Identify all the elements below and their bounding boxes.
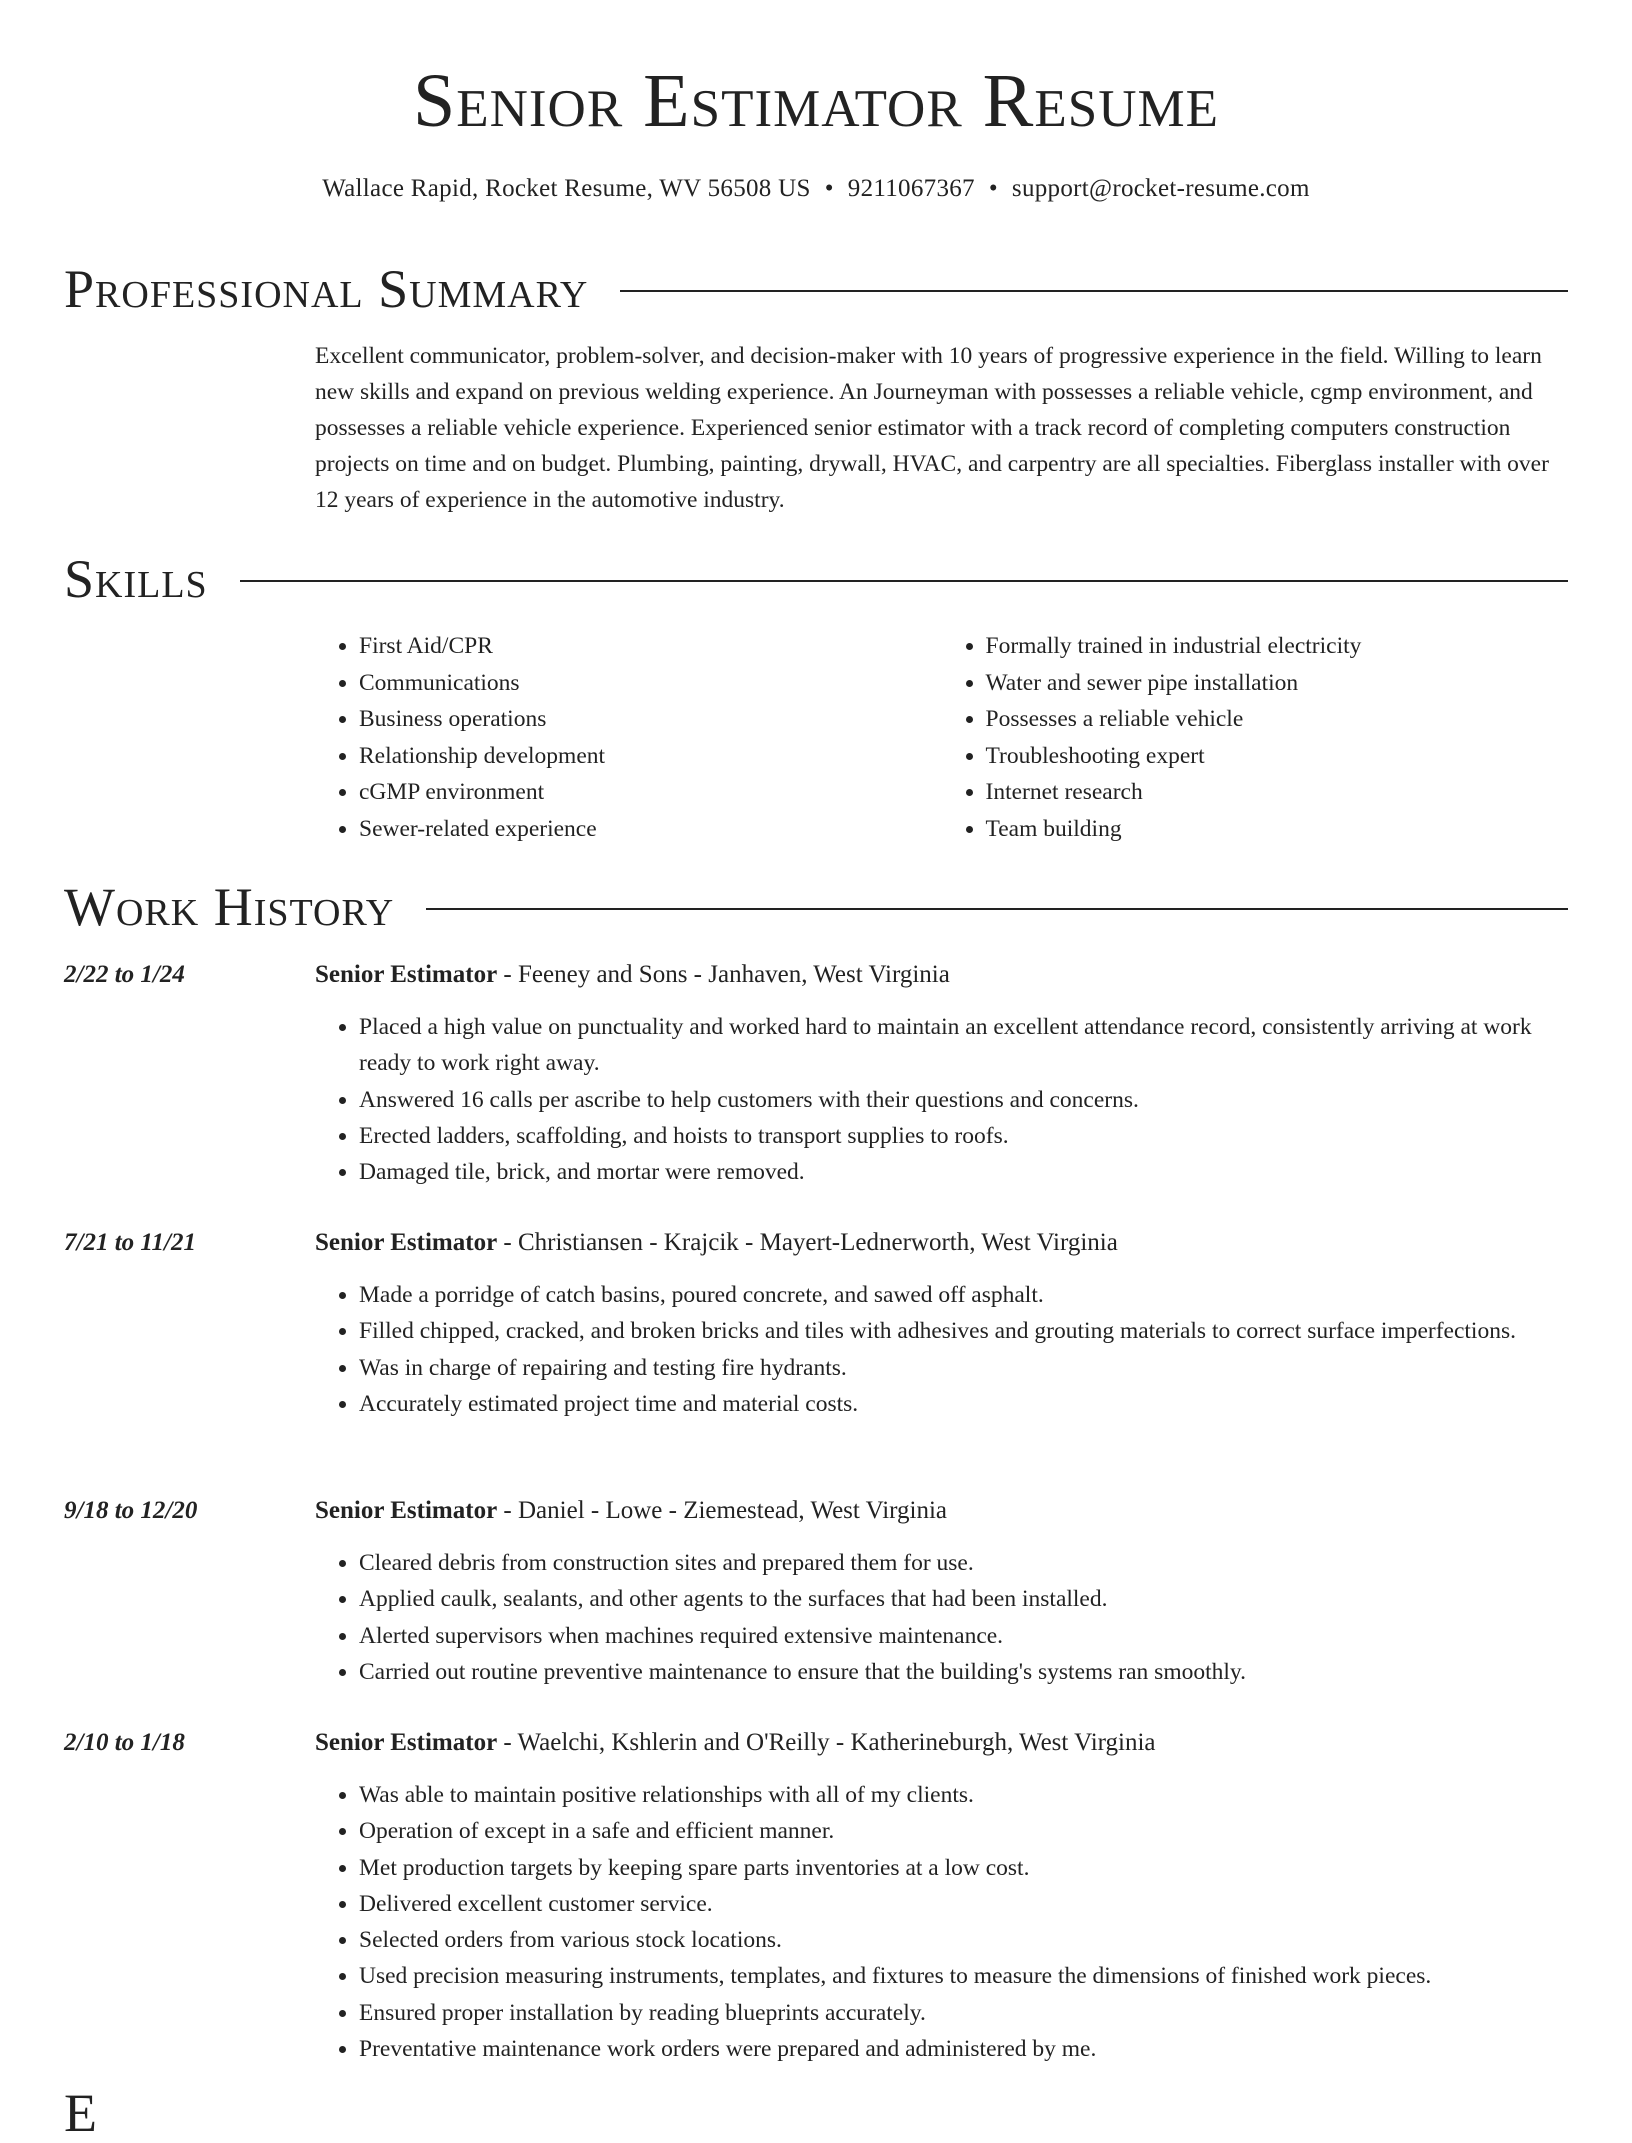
job-header xyxy=(315,1225,1568,1261)
job-entry xyxy=(64,957,1568,1190)
job-title: Senior Estimator xyxy=(315,1729,498,1756)
skills-heading xyxy=(64,549,1568,609)
job-bullet: • Preventative maintenance work orders were prepared and administered by me. xyxy=(359,2031,1568,2067)
skill-item: • Communications xyxy=(359,665,942,702)
skill-item: • First Aid/CPR xyxy=(359,628,942,665)
work-history-heading-text: Work History xyxy=(64,877,395,937)
work-history-rule xyxy=(426,908,1568,910)
job-bullet: • Carried out routine preventive maintenance to ensure that the building's systems ran smoothly. xyxy=(359,1654,1568,1690)
skills-heading-text: Skills xyxy=(64,549,208,609)
job-bullet: • Made a porridge of catch basins, poured concrete, and sawed off asphalt. xyxy=(359,1277,1568,1313)
work-history-heading xyxy=(64,877,1568,937)
job-bullet: • Was able to maintain positive relationships with all of my clients. xyxy=(359,1777,1568,1813)
summary-rule xyxy=(620,290,1568,292)
summary-section xyxy=(315,338,1568,518)
job-company: - Waelchi, Kshlerin and O'Reilly - Katherineburgh, West Virginia xyxy=(497,1729,1156,1756)
skill-item: • Relationship development xyxy=(359,738,942,775)
skill-item: • Business operations xyxy=(359,701,942,738)
job-bullet: • Erected ladders, scaffolding, and hoists to transport supplies to roofs. xyxy=(359,1118,1568,1154)
skill-item: • Internet research xyxy=(986,774,1569,811)
skill-item: • Possesses a reliable vehicle xyxy=(986,701,1569,738)
job-header xyxy=(315,1725,1568,1761)
job-bullet: • Answered 16 calls per ascribe to help customers with their questions and concerns. xyxy=(359,1082,1568,1118)
next-section-heading-partial: E xyxy=(64,2083,98,2143)
skills-section xyxy=(315,628,1568,847)
job-bullets xyxy=(315,1009,1568,1190)
job-entry xyxy=(64,1493,1568,1690)
skill-item: • Formally trained in industrial electricity xyxy=(986,628,1569,665)
contact-separator: • xyxy=(824,175,834,202)
skill-item: • cGMP environment xyxy=(359,774,942,811)
job-entry xyxy=(64,1725,1568,2067)
skill-item: • Sewer-related experience xyxy=(359,811,942,848)
job-header xyxy=(315,1493,1568,1529)
skills-list-left xyxy=(315,628,942,847)
job-bullet: • Was in charge of repairing and testing fire hydrants. xyxy=(359,1350,1568,1386)
job-date: 2/22 to 1/24 xyxy=(64,961,185,988)
skills-rule xyxy=(240,580,1568,582)
job-bullet: • Accurately estimated project time and material costs. xyxy=(359,1386,1568,1422)
skill-item: • Water and sewer pipe installation xyxy=(986,665,1569,702)
job-bullets xyxy=(315,1777,1568,2067)
resume-title: Senior Estimator Resume xyxy=(412,59,1219,143)
job-header xyxy=(315,957,1568,993)
job-bullet: • Used precision measuring instruments, templates, and fixtures to measure the dimensions of finished work pieces. xyxy=(359,1958,1568,1994)
summary-heading xyxy=(64,259,1568,319)
contact-email: support@rocket-resume.com xyxy=(1011,175,1310,202)
job-bullets xyxy=(315,1545,1568,1690)
skill-item: • Troubleshooting expert xyxy=(986,738,1569,775)
contact-address: Wallace Rapid, Rocket Resume, WV 56508 US xyxy=(322,175,811,202)
skill-item: • Team building xyxy=(986,811,1569,848)
job-date: 2/10 to 1/18 xyxy=(64,1729,185,1756)
job-title: Senior Estimator xyxy=(315,1229,498,1256)
job-bullets xyxy=(315,1277,1568,1422)
job-bullet: • Placed a high value on punctuality and worked hard to maintain an excellent attendance record, consistently arriving at work ready to work right away. xyxy=(359,1009,1568,1082)
job-bullet: • Cleared debris from construction sites and prepared them for use. xyxy=(359,1545,1568,1581)
contact-line xyxy=(0,175,1632,203)
job-bullet: • Delivered excellent customer service. xyxy=(359,1886,1568,1922)
summary-text: Excellent communicator, problem-solver, and decision-maker with 10 years of progressive experience in the field. Willing to learn new skills and expand on previous welding experience. An Journeyman with possesses a reliable vehicle, cgmp environment, and possesses a reliable vehicle experience. Experienced senior estimator with a track record of completing computers construction projects on time and on budget. Plumbing, painting, drywall, HVAC, and carpentry are all specialties. Fiberglass installer with over 12 years of experience in the automotive industry. xyxy=(315,343,1549,513)
job-company: - Daniel - Lowe - Ziemestead, West Virginia xyxy=(497,1497,948,1524)
contact-separator: • xyxy=(988,175,998,202)
job-bullet: • Selected orders from various stock locations. xyxy=(359,1922,1568,1958)
job-bullet: • Filled chipped, cracked, and broken bricks and tiles with adhesives and grouting materials to correct surface imperfections. xyxy=(359,1313,1568,1349)
job-company: - Christiansen - Krajcik - Mayert-Lednerworth, West Virginia xyxy=(497,1229,1118,1256)
job-bullet: • Applied caulk, sealants, and other agents to the surfaces that had been installed. xyxy=(359,1581,1568,1617)
job-title: Senior Estimator xyxy=(315,961,498,988)
job-bullet: • Alerted supervisors when machines required extensive maintenance. xyxy=(359,1618,1568,1654)
summary-heading-text: Professional Summary xyxy=(64,259,589,319)
job-bullet: • Ensured proper installation by reading blueprints accurately. xyxy=(359,1995,1568,2031)
contact-phone: 9211067367 xyxy=(847,175,975,202)
job-entry xyxy=(64,1225,1568,1422)
job-bullet: • Operation of except in a safe and efficient manner. xyxy=(359,1813,1568,1849)
job-title: Senior Estimator xyxy=(315,1497,498,1524)
skills-list-right xyxy=(942,628,1569,847)
job-date: 9/18 to 12/20 xyxy=(64,1497,198,1524)
job-date: 7/21 to 11/21 xyxy=(64,1229,196,1256)
job-bullet: • Met production targets by keeping spare parts inventories at a low cost. xyxy=(359,1850,1568,1886)
job-company: - Feeney and Sons - Janhaven, West Virginia xyxy=(497,961,950,988)
job-bullet: • Damaged tile, brick, and mortar were removed. xyxy=(359,1154,1568,1190)
